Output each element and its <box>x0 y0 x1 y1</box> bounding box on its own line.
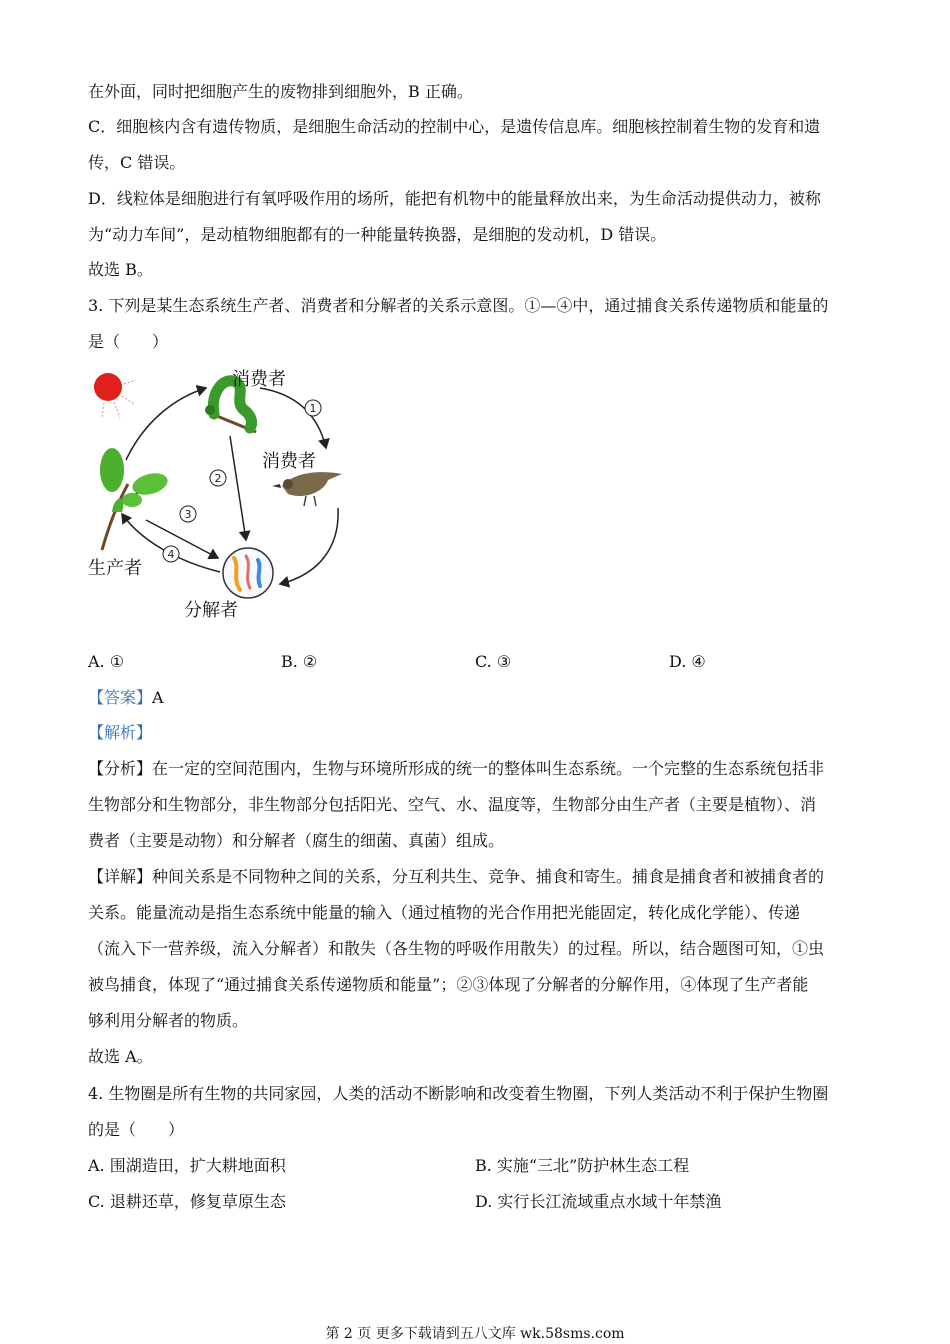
question-4-stem-cont: 的是（ ） <box>88 1120 185 1139</box>
text-line: 关系。能量流动是指生态系统中能量的输入（通过植物的光合作用把光能固定，转化成化学能）、传递 <box>88 903 801 922</box>
label-3 <box>180 506 196 522</box>
analysis-tag: 【解析】 <box>88 723 153 742</box>
text-line: D．线粒体是细胞进行有氧呼吸作用的场所，能把有机物中的能量释放出来，为生命活动提供动力，被称 <box>88 189 821 208</box>
q4-option-a: A. 围湖造田，扩大耕地面积 <box>88 1156 286 1175</box>
page-footer: 第 2 页 更多下载请到五八文库 wk.58sms.com <box>325 1326 625 1342</box>
xiangjie-tag: 【详解】 <box>88 867 153 886</box>
svg-text:2: 2 <box>214 472 222 485</box>
ecosystem-diagram <box>84 362 364 624</box>
svg-text:3: 3 <box>184 508 192 521</box>
question-4-stem: 4. 生物圈是所有生物的共同家园，人类的活动不断影响和改变着生物圈，下列人类活动不利于保护生物圈 <box>88 1084 829 1103</box>
label-4 <box>163 546 179 562</box>
arrow-2 <box>230 436 246 540</box>
fenxi-tag: 【分析】 <box>88 759 153 778</box>
svg-text:4: 4 <box>167 548 175 561</box>
q4-option-c: C. 退耕还草，修复草原生态 <box>88 1192 286 1211</box>
decomposer-label: 分解者 <box>184 600 238 621</box>
bird-icon <box>272 472 342 506</box>
text-line: 在外面，同时把细胞产生的废物排到细胞外，B 正确。 <box>88 82 473 101</box>
plant-icon <box>100 448 170 550</box>
text-line: 被鸟捕食，体现了“通过捕食关系传递物质和能量”；②③体现了分解者的分解作用，④体现了生产者能 <box>88 975 809 994</box>
label-1 <box>305 400 321 416</box>
text-line: 生物部分和生物部分，非生物部分包括阳光、空气、水、温度等，生物部分由生产者（主要是植物）、消 <box>88 795 817 814</box>
option-d: D. ④ <box>669 652 706 671</box>
text-line: （流入下一营养级，流入分解者）和散失（各生物的呼吸作用散失）的过程。所以，结合题图可知，①虫 <box>88 939 825 958</box>
text-line: 为“动力车间”，是动植物细胞都有的一种能量转换器，是细胞的发动机，D 错误。 <box>88 225 667 244</box>
option-a: A. ① <box>88 652 125 671</box>
answer-tag: 【答案】 <box>88 688 153 707</box>
q4-option-d: D. 实行长江流域重点水域十年禁渔 <box>475 1192 722 1211</box>
answer-value: A <box>152 688 164 707</box>
question-3-stem-cont: 是（ ） <box>88 332 169 351</box>
question-3-stem: 3. 下列是某生态系统生产者、消费者和分解者的关系示意图。①—④中，通过捕食关系传递物质和能量的 <box>88 296 829 315</box>
option-c: C. ③ <box>475 652 512 671</box>
decomposer-icon <box>223 548 273 598</box>
text-line: 传，C 错误。 <box>88 153 186 172</box>
text-span: 在一定的空间范围内，生物与环境所形成的统一的整体叫生态系统。一个完整的生态系统包括非 <box>152 759 825 778</box>
detail-line <box>88 866 824 888</box>
conclusion-line: 故选 A。 <box>88 1047 153 1066</box>
text-line: 故选 B。 <box>88 260 153 279</box>
analysis-line <box>88 758 824 780</box>
arrow-1 <box>260 388 326 448</box>
option-b: B. ② <box>281 652 318 671</box>
text-span: 种间关系是不同物种之间的关系，分互利共生、竞争、捕食和寄生。捕食是捕食者和被捕食者的 <box>152 867 825 886</box>
consumer-label-2: 消费者 <box>262 451 316 472</box>
answer-line <box>88 687 164 709</box>
text-line: 费者（主要是动物）和分解者（腐生的细菌、真菌）组成。 <box>88 831 505 850</box>
svg-text:1: 1 <box>309 402 317 415</box>
sun-icon <box>94 373 136 418</box>
arrow-producer-to-consumer <box>126 388 206 460</box>
text-line: 够利用分解者的物质。 <box>88 1011 249 1030</box>
label-2 <box>210 470 226 486</box>
arrow-3 <box>146 520 218 558</box>
text-line: C．细胞核内含有遗传物质，是细胞生命活动的控制中心，是遗传信息库。细胞核控制着生物的发育和遗 <box>88 117 821 136</box>
producer-label: 生产者 <box>88 558 142 579</box>
consumer-label: 消费者 <box>232 369 286 390</box>
q4-option-b: B. 实施“三北”防护林生态工程 <box>475 1156 690 1175</box>
arrow-bird-to-decomposer <box>280 508 338 584</box>
